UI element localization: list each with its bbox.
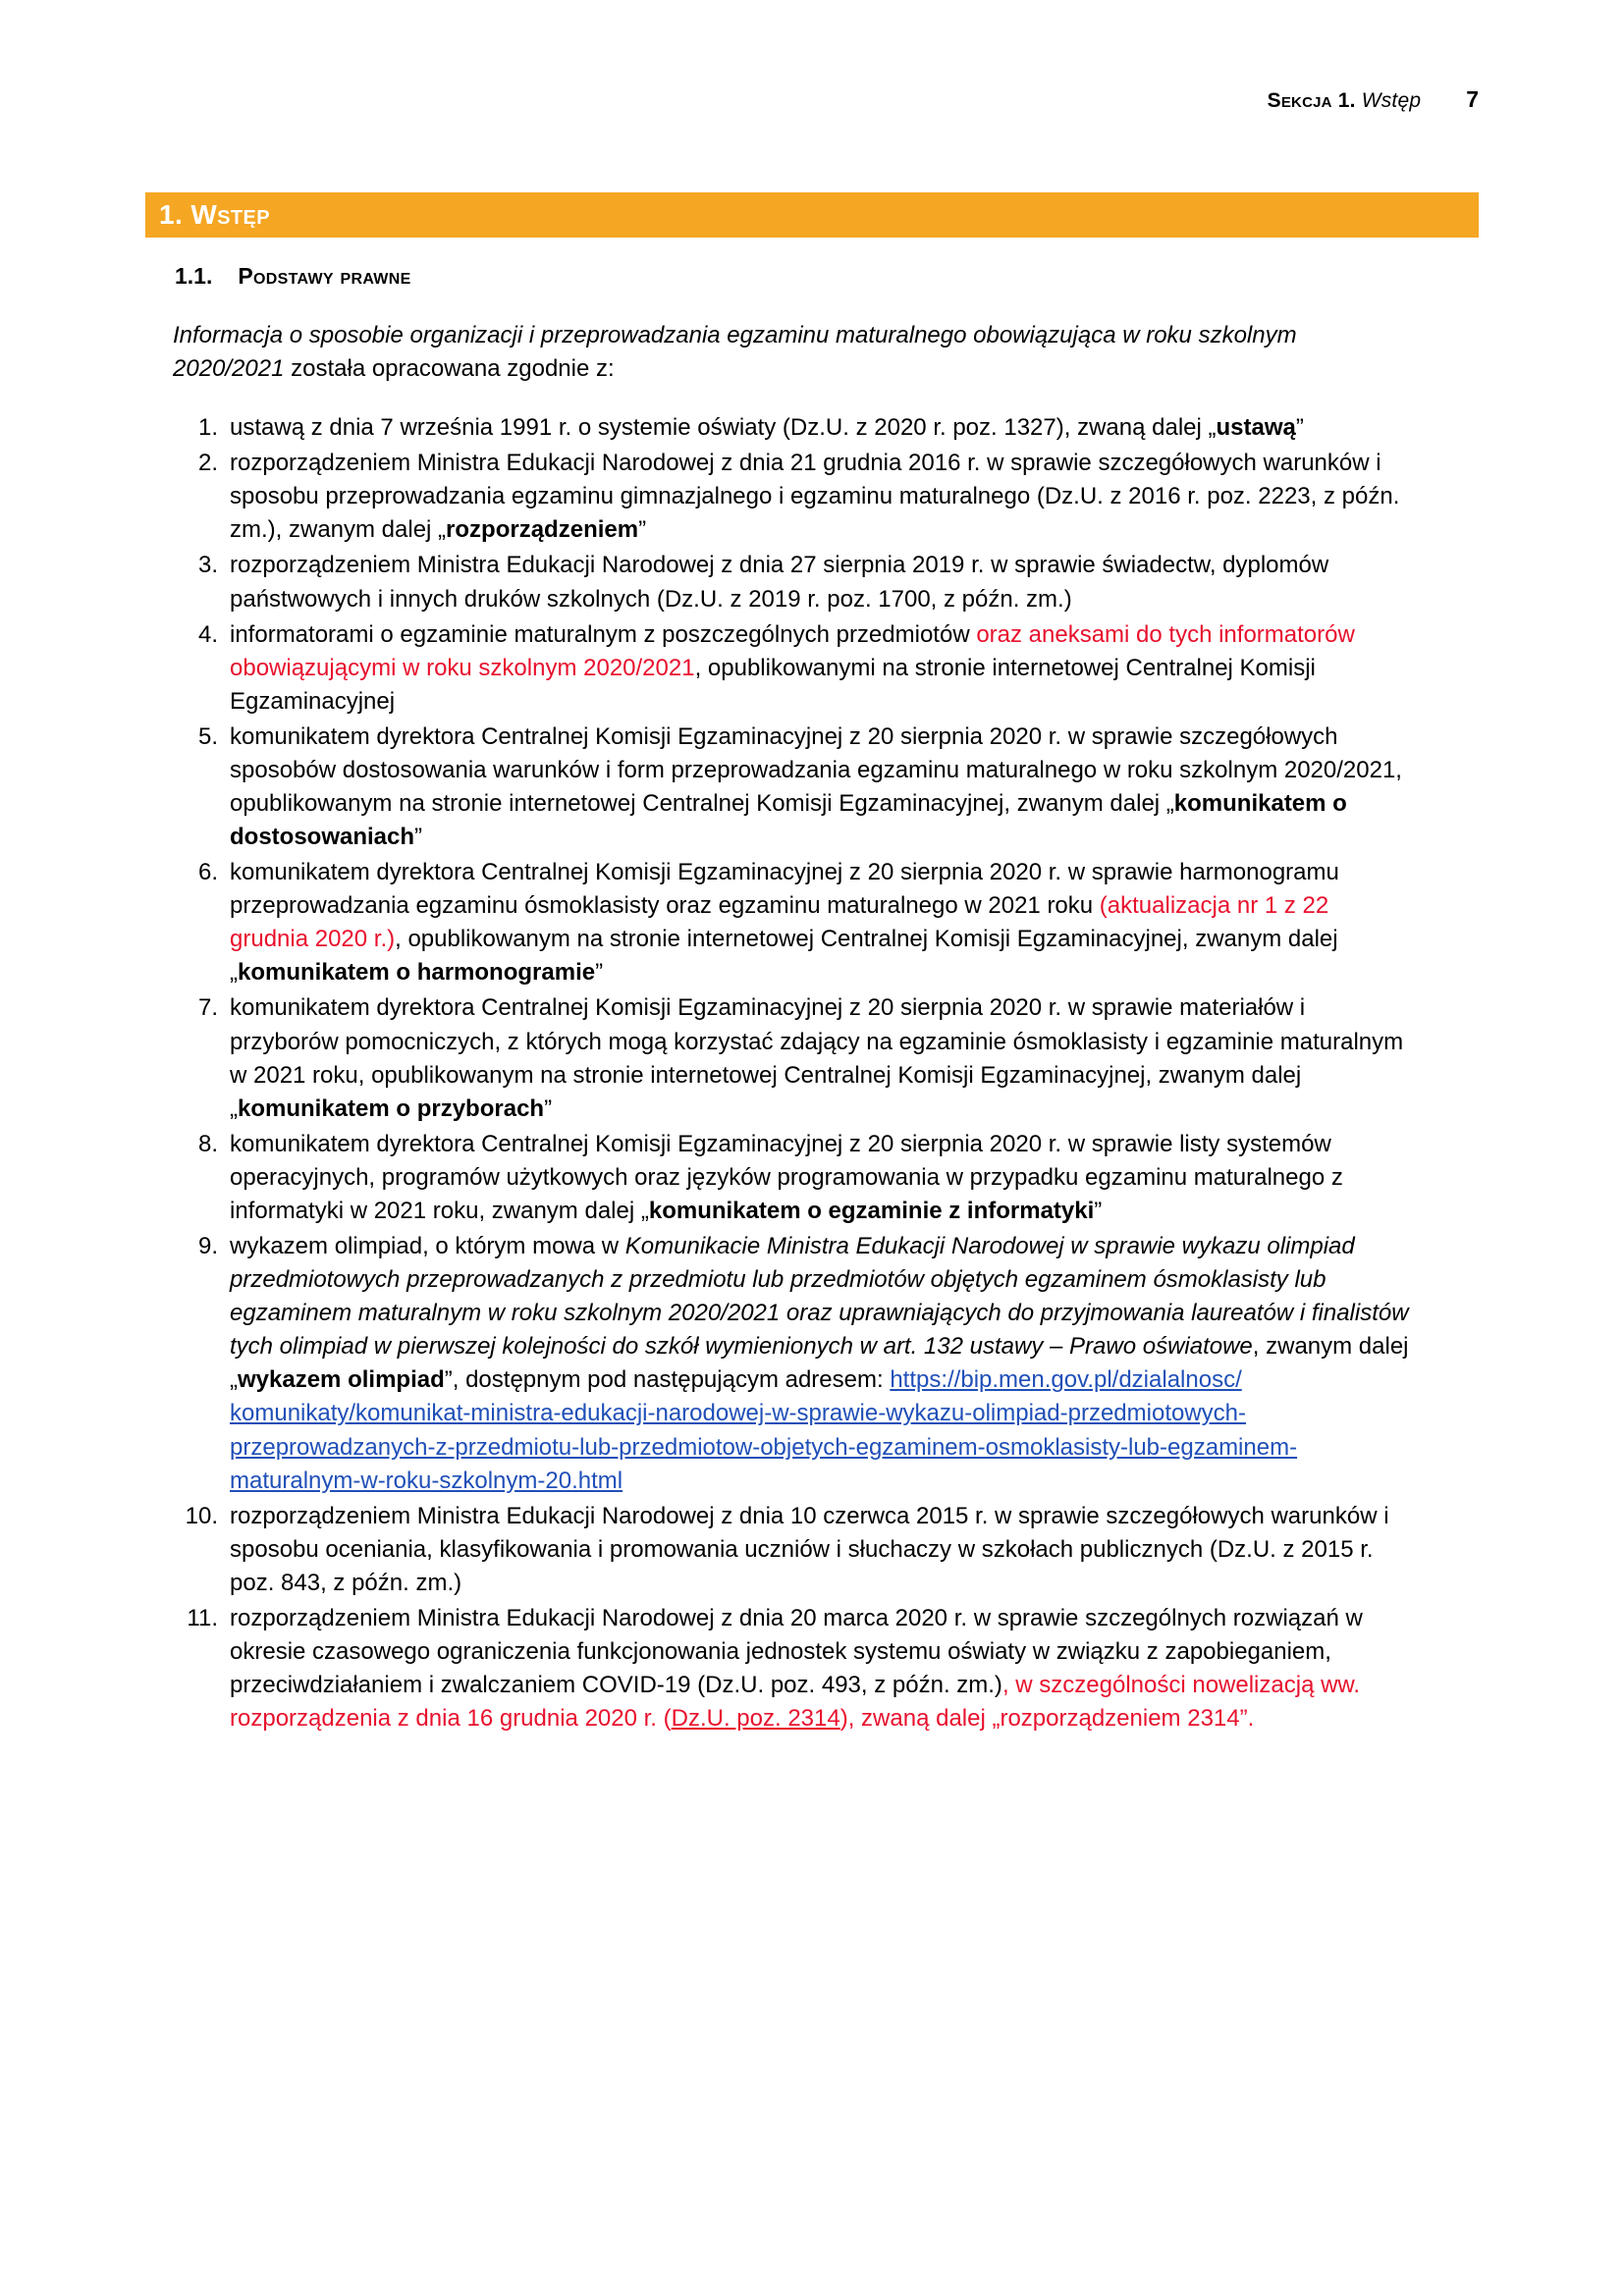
list-item-number: 6. xyxy=(197,859,218,886)
intro-italic: Informacja o sposobie organizacji i przeprowadzania egzaminu maturalnego obowiązująca w roku szkolnym 2020/2021 xyxy=(173,322,1297,383)
list-item-number: 10. xyxy=(185,1502,218,1529)
list-item-number: 11. xyxy=(187,1604,218,1631)
list-item-text: rozporządzeniem Ministra Edukacji Narodowej z dnia 10 czerwca 2015 r. w sprawie szczegółowych warunków i sposobu oceniania, klasyfikowania i promowania uczniów i słuchaczy w szkołach publicznych (Dz.U. z 2015 r. poz. 843, z późn. zm.) xyxy=(230,1502,1389,1596)
revision-text: , w szczególności nowelizacją ww. rozporządzenia z dnia 16 grudnia 2020 r. ( xyxy=(230,1672,1361,1733)
header-section-label: Sekcja 1. xyxy=(1267,89,1356,112)
intro-rest: została opracowana zgodnie z: xyxy=(284,355,615,383)
journal-of-laws-link[interactable]: Dz.U. poz. 2314 xyxy=(671,1705,840,1733)
list-item-text: ustawą z dnia 7 września 1991 r. o systemie oświaty (Dz.U. z 2020 r. poz. 1327), zwaną dalej „ xyxy=(230,414,1217,442)
page-number: 7 xyxy=(1466,86,1479,112)
list-item-text: wykazem olimpiad, o którym mowa w xyxy=(230,1233,625,1260)
list-item-number: 3. xyxy=(197,552,218,579)
page-header xyxy=(1268,86,1479,113)
legal-basis-list xyxy=(173,411,1410,1735)
list-item-text: , zwanym dalej „ xyxy=(230,1333,1409,1394)
list-item xyxy=(173,856,1410,989)
list-item xyxy=(173,1230,1410,1498)
list-item xyxy=(173,1128,1410,1228)
section-title: 1. Wstęp xyxy=(159,199,270,230)
subsection-heading xyxy=(175,263,1481,290)
list-item-text: , opublikowanymi na stronie internetowej Centralnej Komisji Egzaminacyjnej xyxy=(230,654,1316,715)
list-item-number: 5. xyxy=(197,722,218,750)
list-item xyxy=(173,447,1410,547)
list-item-number: 7. xyxy=(197,994,218,1022)
revision-text: (aktualizacja nr 1 z 22 grudnia 2020 r.) xyxy=(230,892,1329,953)
list-item-text: rozporządzeniem Ministra Edukacji Narodowej z dnia 20 marca 2020 r. w sprawie szczególnych rozwiązań w okresie czasowego ograniczenia funkcjonowania jednostek systemu oświaty w związku z zapobieganiem, przeciwdziałaniem i zwalczaniem COVID-19 (Dz.U. poz. 493, z późn. zm.) xyxy=(230,1604,1363,1699)
list-item xyxy=(173,1602,1410,1735)
list-item-text: komunikatem dyrektora Centralnej Komisji Egzaminacyjnej z 20 sierpnia 2020 r. w sprawie materiałów i przyborów pomocniczych, z których mogą korzystać zdający na egzaminie ósmoklasisty i egzaminie maturalnym w 2021 roku, opublikowanym na stronie internetowej Centralnej Komisji Egzaminacyjnej, zwanym dalej „ xyxy=(230,994,1404,1122)
emphasis-bold: rozporządzeniem xyxy=(446,516,639,544)
list-item-text: ” xyxy=(1094,1197,1103,1224)
list-item-text: informatorami o egzaminie maturalnym z poszczególnych przedmiotów xyxy=(230,620,977,648)
list-item xyxy=(173,618,1410,719)
revision-text: oraz aneksami do tych informatorów obowiązującymi w roku szkolnym 2020/2021 xyxy=(230,620,1355,681)
list-item xyxy=(173,721,1410,854)
list-item xyxy=(173,991,1410,1125)
list-item-text: rozporządzeniem Ministra Edukacji Narodowej z dnia 27 sierpnia 2019 r. w sprawie świadectw, dyplomów państwowych i innych druków szkolnych (Dz.U. z 2019 r. poz. 1700, z późn. zm.) xyxy=(230,552,1329,613)
subsection-number: 1.1. xyxy=(175,263,213,289)
emphasis-bold: ustawą xyxy=(1216,414,1296,442)
emphasis-bold: komunikatem o harmonogramie xyxy=(238,959,596,987)
header-section-title xyxy=(1268,89,1422,113)
list-item-text: ” xyxy=(638,516,647,544)
list-item-text: ” xyxy=(595,959,604,987)
revision-text: ), zwaną dalej „rozporządzeniem 2314”. xyxy=(839,1705,1255,1733)
list-item-text: ” xyxy=(414,824,423,851)
list-item xyxy=(173,411,1410,445)
list-item-text: komunikatem dyrektora Centralnej Komisji Egzaminacyjnej z 20 sierpnia 2020 r. w sprawie harmonogramu przeprowadzania egzaminu ósmoklasisty oraz egzaminu maturalnego w 2021 roku xyxy=(230,859,1339,920)
emphasis-bold: komunikatem o egzaminie z informatyki xyxy=(648,1197,1095,1224)
emphasis-italic: Komunikacie Ministra Edukacji Narodowej w sprawie wykazu olimpiad przedmiotowych przeprowadzanych z przedmiotu lub przedmiotów objętych egzaminem ósmoklasisty lub egzaminem maturalnym w roku szkolnym 2020/2021 oraz uprawniających do przyjmowania laureatów i finalistów tych olimpiad w pierwszej kolejności do szkół wymienionych w art. 132 ustawy – Prawo oświatowe xyxy=(230,1233,1409,1361)
emphasis-bold: komunikatem o dostosowaniach xyxy=(230,790,1347,851)
list-item-number: 9. xyxy=(197,1233,218,1260)
list-item-text: komunikatem dyrektora Centralnej Komisji Egzaminacyjnej z 20 sierpnia 2020 r. w sprawie szczegółowych sposobów dostosowania warunków i form przeprowadzania egzaminu maturalnego w roku szkolnym 2020/2021, opublikowanym na stronie internetowej Centralnej Komisji Egzaminacyjnej, zwanym dalej „ xyxy=(230,722,1402,818)
intro-paragraph xyxy=(173,319,1400,386)
list-item xyxy=(173,549,1410,615)
list-item-text: ”, dostępnym pod następującym adresem: xyxy=(444,1366,891,1394)
external-link[interactable]: https://bip.men.gov.pl/dzialalnosc/ komunikaty/komunikat-ministra-edukacji-narodowej-w-sprawie-wykazu-olimpiad-przedmiotowych-przeprowadzanych-z-przedmiotu-lub-przedmiotow-objetych-egzaminem-osmoklasisty-lub-egzaminem-maturalnym-w-roku-szkolnym-20.html xyxy=(230,1366,1298,1494)
list-item-text: , opublikowanym na stronie internetowej Centralnej Komisji Egzaminacyjnej, zwanym dalej „ xyxy=(230,926,1338,987)
list-item-text: ” xyxy=(544,1095,553,1122)
list-item-number: 4. xyxy=(197,620,218,648)
emphasis-bold: komunikatem o przyborach xyxy=(238,1095,545,1122)
list-item-number: 2. xyxy=(197,450,218,477)
list-item-number: 8. xyxy=(197,1130,218,1157)
subsection-title: Podstawy prawne xyxy=(238,263,411,289)
list-item-number: 1. xyxy=(197,414,218,442)
list-item-text: komunikatem dyrektora Centralnej Komisji Egzaminacyjnej z 20 sierpnia 2020 r. w sprawie listy systemów operacyjnych, programów użytkowych oraz języków programowania w przypadku egzaminu maturalnego z informatyki w 2021 roku, zwanym dalej „ xyxy=(230,1130,1343,1224)
emphasis-bold: wykazem olimpiad xyxy=(238,1366,445,1394)
list-item-text: ” xyxy=(1295,414,1304,442)
list-item xyxy=(173,1500,1410,1600)
document-content xyxy=(145,263,1481,1737)
section-title-bar xyxy=(145,192,1479,238)
list-item-text: rozporządzeniem Ministra Edukacji Narodowej z dnia 21 grudnia 2016 r. w sprawie szczegółowych warunków i sposobu przeprowadzania egzaminu gimnazjalnego i egzaminu maturalnego (Dz.U. z 2016 r. poz. 2223, z późn. zm.), zwanym dalej „ xyxy=(230,450,1400,544)
header-section-name: Wstęp xyxy=(1361,89,1422,112)
